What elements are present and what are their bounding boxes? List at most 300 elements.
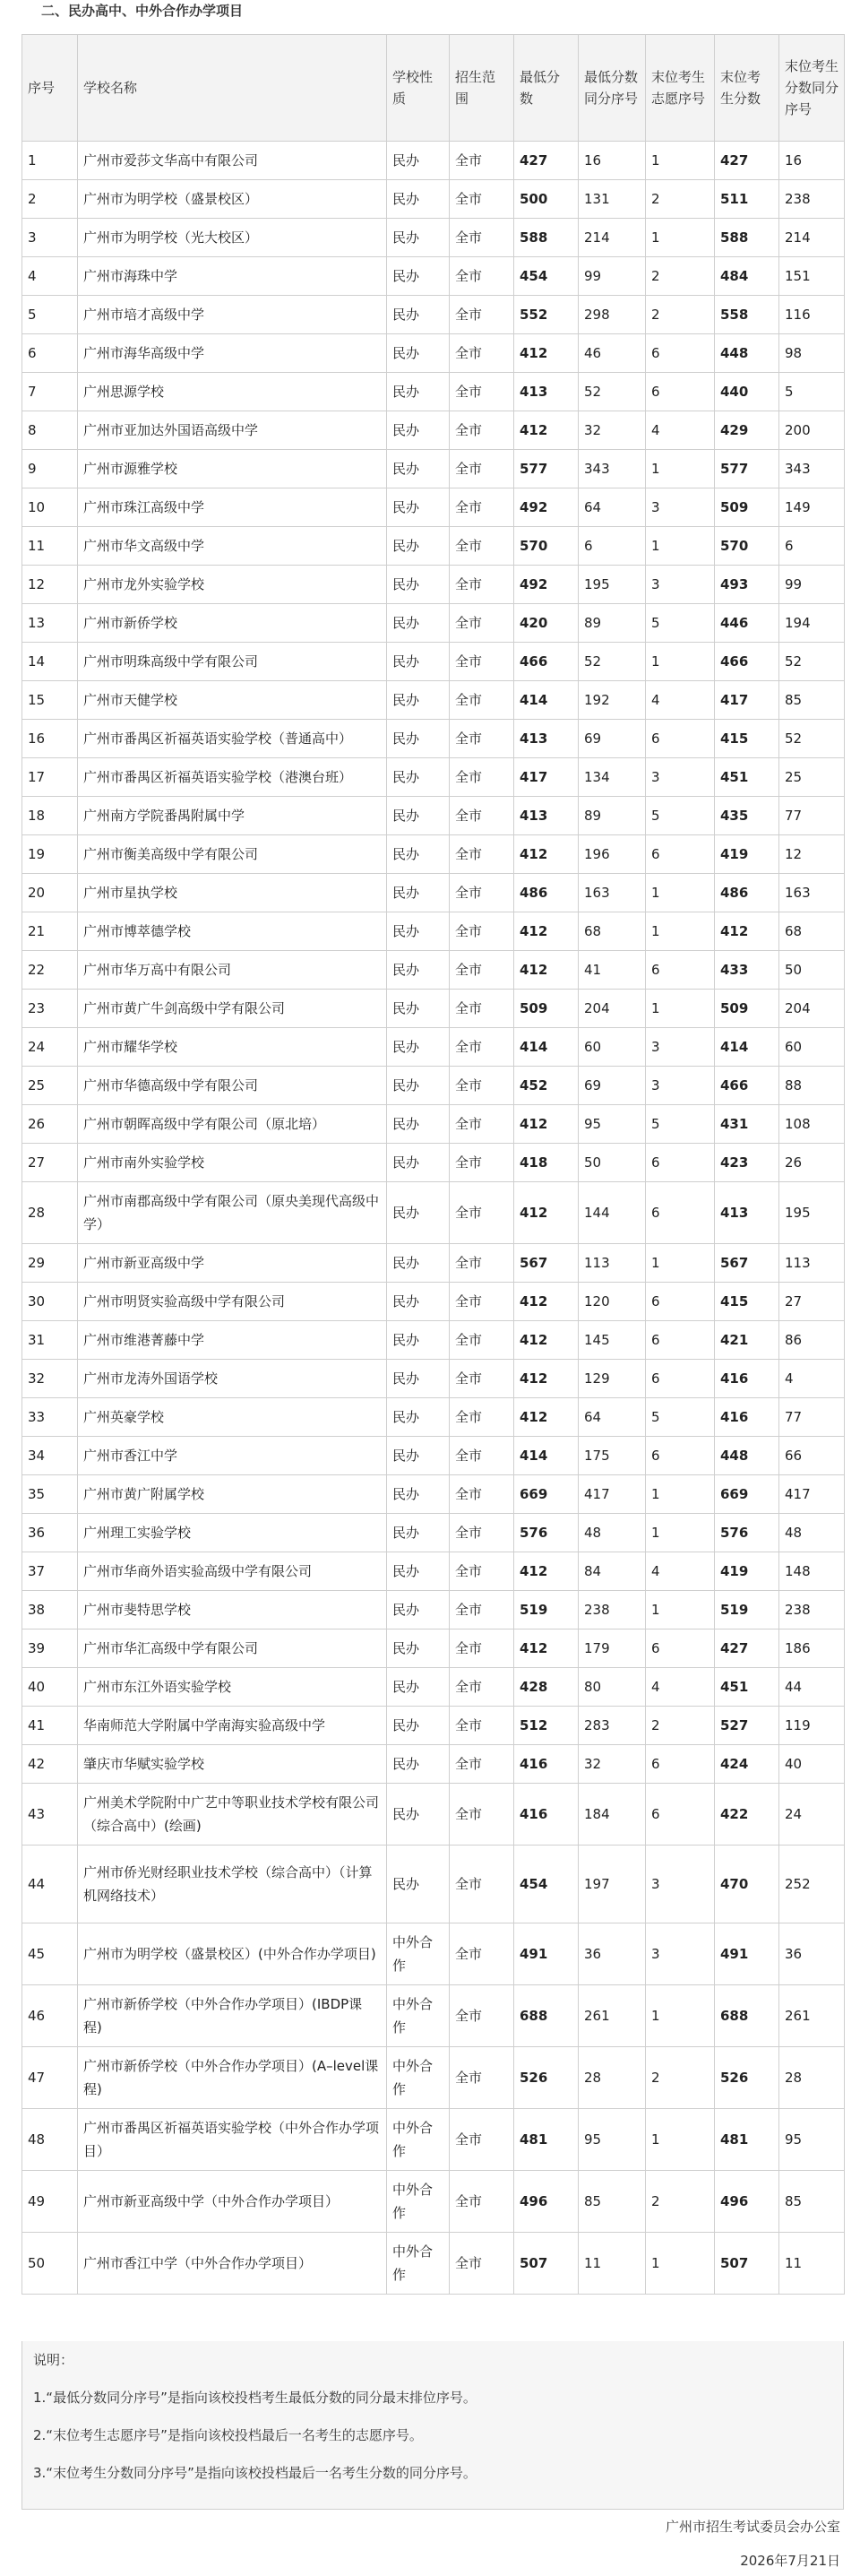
last-score-rank-cell: 52 [779, 720, 845, 758]
last-choice-order-cell: 3 [646, 1846, 715, 1923]
table-row [22, 951, 845, 990]
last-score-cell: 526 [715, 2047, 779, 2109]
last-score-cell: 527 [715, 1707, 779, 1745]
header-cell: 最低分数同分序号 [579, 35, 646, 142]
table-row [22, 1707, 845, 1745]
school-type-cell: 民办 [387, 951, 450, 990]
school-type-cell: 民办 [387, 1144, 450, 1182]
min-score-cell: 427 [514, 142, 579, 180]
min-score-rank-cell: 11 [579, 2233, 646, 2295]
enrollment-scope-cell: 全市 [450, 874, 514, 912]
notes-box [22, 2341, 844, 2510]
last-choice-order-cell: 4 [646, 411, 715, 450]
last-choice-order-cell: 1 [646, 643, 715, 681]
row-number-cell: 37 [22, 1552, 78, 1591]
school-name-cell: 广州市星执学校 [78, 874, 387, 912]
min-score-rank-cell: 85 [579, 2171, 646, 2233]
school-name-cell: 广州市华文高级中学 [78, 527, 387, 566]
min-score-cell: 412 [514, 334, 579, 373]
enrollment-scope-cell: 全市 [450, 1144, 514, 1182]
last-score-rank-cell: 26 [779, 1144, 845, 1182]
last-score-rank-cell: 238 [779, 1591, 845, 1629]
last-score-cell: 429 [715, 411, 779, 450]
row-number-cell: 23 [22, 990, 78, 1028]
min-score-cell: 500 [514, 180, 579, 219]
min-score-cell: 412 [514, 1105, 579, 1144]
school-type-cell: 中外合作 [387, 1923, 450, 1985]
table-row [22, 1244, 845, 1283]
table-row [22, 604, 845, 643]
row-number-cell: 36 [22, 1514, 78, 1552]
table-row [22, 1846, 845, 1923]
school-name-cell: 广州市衡美高级中学有限公司 [78, 835, 387, 874]
min-score-rank-cell: 52 [579, 373, 646, 411]
last-score-cell: 422 [715, 1784, 779, 1846]
last-choice-order-cell: 1 [646, 1244, 715, 1283]
last-score-rank-cell: 44 [779, 1668, 845, 1707]
row-number-cell: 5 [22, 296, 78, 334]
row-number-cell: 35 [22, 1475, 78, 1514]
school-type-cell: 中外合作 [387, 1985, 450, 2047]
enrollment-scope-cell: 全市 [450, 1745, 514, 1784]
min-score-cell: 526 [514, 2047, 579, 2109]
last-choice-order-cell: 1 [646, 990, 715, 1028]
last-score-rank-cell: 151 [779, 257, 845, 296]
enrollment-scope-cell: 全市 [450, 2047, 514, 2109]
table-row [22, 1283, 845, 1321]
row-number-cell: 21 [22, 912, 78, 951]
enrollment-scope-cell: 全市 [450, 835, 514, 874]
row-number-cell: 42 [22, 1745, 78, 1784]
min-score-rank-cell: 28 [579, 2047, 646, 2109]
enrollment-scope-cell: 全市 [450, 411, 514, 450]
min-score-rank-cell: 46 [579, 334, 646, 373]
enrollment-scope-cell: 全市 [450, 1105, 514, 1144]
row-number-cell: 26 [22, 1105, 78, 1144]
table-row [22, 411, 845, 450]
row-number-cell: 24 [22, 1028, 78, 1067]
row-number-cell: 14 [22, 643, 78, 681]
enrollment-scope-cell: 全市 [450, 1475, 514, 1514]
last-choice-order-cell: 3 [646, 1923, 715, 1985]
last-choice-order-cell: 6 [646, 720, 715, 758]
last-score-cell: 511 [715, 180, 779, 219]
header-cell: 末位考生分数 [715, 35, 779, 142]
min-score-rank-cell: 283 [579, 1707, 646, 1745]
school-type-cell: 民办 [387, 681, 450, 720]
last-score-cell: 496 [715, 2171, 779, 2233]
last-score-cell: 415 [715, 1283, 779, 1321]
school-type-cell: 民办 [387, 296, 450, 334]
last-score-cell: 451 [715, 758, 779, 797]
enrollment-scope-cell: 全市 [450, 1028, 514, 1067]
min-score-cell: 416 [514, 1784, 579, 1846]
min-score-rank-cell: 192 [579, 681, 646, 720]
min-score-rank-cell: 298 [579, 296, 646, 334]
last-choice-order-cell: 6 [646, 1437, 715, 1475]
last-score-rank-cell: 36 [779, 1923, 845, 1985]
last-score-cell: 448 [715, 1437, 779, 1475]
table-row [22, 1923, 845, 1985]
last-choice-order-cell: 1 [646, 1985, 715, 2047]
admission-results-table [22, 34, 845, 2295]
last-score-cell: 435 [715, 797, 779, 835]
last-score-rank-cell: 27 [779, 1283, 845, 1321]
school-type-cell: 民办 [387, 1437, 450, 1475]
school-type-cell: 民办 [387, 990, 450, 1028]
last-score-cell: 509 [715, 488, 779, 527]
enrollment-scope-cell: 全市 [450, 720, 514, 758]
last-choice-order-cell: 3 [646, 566, 715, 604]
last-score-cell: 416 [715, 1398, 779, 1437]
row-number-cell: 20 [22, 874, 78, 912]
row-number-cell: 41 [22, 1707, 78, 1745]
min-score-rank-cell: 60 [579, 1028, 646, 1067]
enrollment-scope-cell: 全市 [450, 990, 514, 1028]
min-score-rank-cell: 95 [579, 1105, 646, 1144]
last-score-rank-cell: 200 [779, 411, 845, 450]
school-type-cell: 民办 [387, 1028, 450, 1067]
school-name-cell: 广州市番禺区祈福英语实验学校（普通高中） [78, 720, 387, 758]
last-score-rank-cell: 50 [779, 951, 845, 990]
row-number-cell: 15 [22, 681, 78, 720]
last-score-cell: 424 [715, 1745, 779, 1784]
header-cell: 学校性质 [387, 35, 450, 142]
school-name-cell: 广州市海华高级中学 [78, 334, 387, 373]
school-name-cell: 广州美术学院附中广艺中等职业技术学校有限公司（综合高中）(绘画) [78, 1784, 387, 1846]
last-score-cell: 493 [715, 566, 779, 604]
last-choice-order-cell: 1 [646, 874, 715, 912]
last-choice-order-cell: 5 [646, 1398, 715, 1437]
table-row [22, 142, 845, 180]
table-row [22, 1182, 845, 1244]
school-name-cell: 广州市华万高中有限公司 [78, 951, 387, 990]
min-score-rank-cell: 69 [579, 720, 646, 758]
min-score-cell: 588 [514, 219, 579, 257]
school-name-cell: 华南师范大学附属中学南海实验高级中学 [78, 1707, 387, 1745]
school-type-cell: 民办 [387, 1629, 450, 1668]
min-score-rank-cell: 41 [579, 951, 646, 990]
school-type-cell: 民办 [387, 180, 450, 219]
last-score-rank-cell: 5 [779, 373, 845, 411]
table-row [22, 681, 845, 720]
min-score-cell: 412 [514, 1552, 579, 1591]
school-type-cell: 中外合作 [387, 2047, 450, 2109]
min-score-cell: 414 [514, 1437, 579, 1475]
last-score-cell: 421 [715, 1321, 779, 1360]
row-number-cell: 12 [22, 566, 78, 604]
last-score-cell: 431 [715, 1105, 779, 1144]
school-type-cell: 民办 [387, 1321, 450, 1360]
last-choice-order-cell: 2 [646, 296, 715, 334]
min-score-cell: 491 [514, 1923, 579, 1985]
school-name-cell: 广州市为明学校（盛景校区）(中外合作办学项目) [78, 1923, 387, 1985]
enrollment-scope-cell: 全市 [450, 1283, 514, 1321]
min-score-rank-cell: 95 [579, 2109, 646, 2171]
row-number-cell: 48 [22, 2109, 78, 2171]
school-type-cell: 民办 [387, 758, 450, 797]
table-row [22, 912, 845, 951]
school-name-cell: 广州市天健学校 [78, 681, 387, 720]
last-score-cell: 419 [715, 1552, 779, 1591]
last-score-rank-cell: 95 [779, 2109, 845, 2171]
enrollment-scope-cell: 全市 [450, 1707, 514, 1745]
min-score-rank-cell: 197 [579, 1846, 646, 1923]
last-score-rank-cell: 48 [779, 1514, 845, 1552]
min-score-cell: 492 [514, 488, 579, 527]
min-score-cell: 412 [514, 1398, 579, 1437]
last-choice-order-cell: 6 [646, 1321, 715, 1360]
last-score-cell: 484 [715, 257, 779, 296]
enrollment-scope-cell: 全市 [450, 1437, 514, 1475]
min-score-cell: 412 [514, 951, 579, 990]
enrollment-scope-cell: 全市 [450, 604, 514, 643]
last-score-rank-cell: 116 [779, 296, 845, 334]
school-type-cell: 民办 [387, 566, 450, 604]
table-row [22, 373, 845, 411]
min-score-rank-cell: 80 [579, 1668, 646, 1707]
school-type-cell: 民办 [387, 1707, 450, 1745]
last-score-rank-cell: 163 [779, 874, 845, 912]
header-cell: 末位考生志愿序号 [646, 35, 715, 142]
enrollment-scope-cell: 全市 [450, 681, 514, 720]
last-score-cell: 470 [715, 1846, 779, 1923]
table-row [22, 1985, 845, 2047]
enrollment-scope-cell: 全市 [450, 1182, 514, 1244]
school-type-cell: 民办 [387, 720, 450, 758]
enrollment-scope-cell: 全市 [450, 527, 514, 566]
min-score-rank-cell: 134 [579, 758, 646, 797]
last-choice-order-cell: 3 [646, 1067, 715, 1105]
min-score-rank-cell: 52 [579, 643, 646, 681]
last-score-cell: 577 [715, 450, 779, 488]
table-row [22, 2047, 845, 2109]
last-score-rank-cell: 12 [779, 835, 845, 874]
min-score-cell: 412 [514, 835, 579, 874]
last-score-rank-cell: 113 [779, 1244, 845, 1283]
last-score-cell: 558 [715, 296, 779, 334]
last-choice-order-cell: 2 [646, 1707, 715, 1745]
enrollment-scope-cell: 全市 [450, 758, 514, 797]
last-score-rank-cell: 108 [779, 1105, 845, 1144]
min-score-cell: 417 [514, 758, 579, 797]
min-score-cell: 416 [514, 1745, 579, 1784]
enrollment-scope-cell: 全市 [450, 142, 514, 180]
last-score-rank-cell: 6 [779, 527, 845, 566]
school-name-cell: 广州市黄广附属学校 [78, 1475, 387, 1514]
last-score-cell: 481 [715, 2109, 779, 2171]
school-type-cell: 民办 [387, 1514, 450, 1552]
last-score-cell: 466 [715, 1067, 779, 1105]
last-choice-order-cell: 1 [646, 142, 715, 180]
school-name-cell: 广州市斐特思学校 [78, 1591, 387, 1629]
last-score-rank-cell: 99 [779, 566, 845, 604]
table-row [22, 797, 845, 835]
enrollment-scope-cell: 全市 [450, 1514, 514, 1552]
last-choice-order-cell: 5 [646, 604, 715, 643]
min-score-cell: 466 [514, 643, 579, 681]
enrollment-scope-cell: 全市 [450, 219, 514, 257]
row-number-cell: 4 [22, 257, 78, 296]
min-score-cell: 486 [514, 874, 579, 912]
school-name-cell: 广州市南外实验学校 [78, 1144, 387, 1182]
school-type-cell: 民办 [387, 1067, 450, 1105]
table-row [22, 1437, 845, 1475]
school-type-cell: 民办 [387, 1244, 450, 1283]
min-score-cell: 577 [514, 450, 579, 488]
last-score-rank-cell: 261 [779, 1985, 845, 2047]
school-type-cell: 民办 [387, 1360, 450, 1398]
enrollment-scope-cell: 全市 [450, 1784, 514, 1846]
table-row [22, 257, 845, 296]
school-type-cell: 民办 [387, 1668, 450, 1707]
last-choice-order-cell: 5 [646, 1105, 715, 1144]
school-type-cell: 民办 [387, 1475, 450, 1514]
school-name-cell: 广州市南郡高级中学有限公司（原央美现代高级中学） [78, 1182, 387, 1244]
last-score-rank-cell: 88 [779, 1067, 845, 1105]
school-type-cell: 民办 [387, 142, 450, 180]
last-score-rank-cell: 77 [779, 1398, 845, 1437]
enrollment-scope-cell: 全市 [450, 1398, 514, 1437]
notes-title: 说明： [33, 2352, 74, 2368]
min-score-rank-cell: 131 [579, 180, 646, 219]
school-type-cell: 民办 [387, 643, 450, 681]
school-name-cell: 广州市为明学校（盛景校区） [78, 180, 387, 219]
min-score-cell: 567 [514, 1244, 579, 1283]
enrollment-scope-cell: 全市 [450, 1629, 514, 1668]
last-choice-order-cell: 1 [646, 2109, 715, 2171]
table-row [22, 1360, 845, 1398]
enrollment-scope-cell: 全市 [450, 296, 514, 334]
school-type-cell: 民办 [387, 1846, 450, 1923]
min-score-cell: 413 [514, 373, 579, 411]
last-score-cell: 415 [715, 720, 779, 758]
table-row [22, 488, 845, 527]
row-number-cell: 11 [22, 527, 78, 566]
school-type-cell: 民办 [387, 912, 450, 951]
school-type-cell: 民办 [387, 373, 450, 411]
table-row [22, 1745, 845, 1784]
row-number-cell: 39 [22, 1629, 78, 1668]
header-cell: 末位考生分数同分序号 [779, 35, 845, 142]
school-name-cell: 广州英豪学校 [78, 1398, 387, 1437]
note-item: 1.“最低分数同分序号”是指向该校投档考生最低分数的同分最末排位序号。 [33, 2390, 477, 2406]
school-name-cell: 广州市培才高级中学 [78, 296, 387, 334]
table-header-row [22, 35, 845, 142]
school-name-cell: 广州市维港菁藤中学 [78, 1321, 387, 1360]
last-choice-order-cell: 1 [646, 1591, 715, 1629]
min-score-rank-cell: 145 [579, 1321, 646, 1360]
last-score-rank-cell: 149 [779, 488, 845, 527]
school-type-cell: 民办 [387, 1182, 450, 1244]
table-row [22, 990, 845, 1028]
min-score-rank-cell: 261 [579, 1985, 646, 2047]
last-score-rank-cell: 238 [779, 180, 845, 219]
min-score-rank-cell: 6 [579, 527, 646, 566]
school-name-cell: 广州市源雅学校 [78, 450, 387, 488]
min-score-rank-cell: 129 [579, 1360, 646, 1398]
table-row [22, 1105, 845, 1144]
enrollment-scope-cell: 全市 [450, 334, 514, 373]
row-number-cell: 16 [22, 720, 78, 758]
school-type-cell: 民办 [387, 488, 450, 527]
min-score-rank-cell: 64 [579, 488, 646, 527]
school-name-cell: 广州市海珠中学 [78, 257, 387, 296]
enrollment-scope-cell: 全市 [450, 1067, 514, 1105]
school-type-cell: 民办 [387, 1784, 450, 1846]
last-choice-order-cell: 6 [646, 1629, 715, 1668]
table-row [22, 219, 845, 257]
header-cell: 最低分数 [514, 35, 579, 142]
school-name-cell: 广州市香江中学 [78, 1437, 387, 1475]
enrollment-scope-cell: 全市 [450, 951, 514, 990]
school-type-cell: 民办 [387, 604, 450, 643]
last-score-rank-cell: 40 [779, 1745, 845, 1784]
section-title: 二、民办高中、中外合作办学项目 [41, 3, 244, 19]
min-score-rank-cell: 238 [579, 1591, 646, 1629]
school-type-cell: 民办 [387, 334, 450, 373]
header-cell: 学校名称 [78, 35, 387, 142]
min-score-rank-cell: 417 [579, 1475, 646, 1514]
min-score-cell: 481 [514, 2109, 579, 2171]
enrollment-scope-cell: 全市 [450, 2109, 514, 2171]
last-score-rank-cell: 186 [779, 1629, 845, 1668]
last-choice-order-cell: 2 [646, 257, 715, 296]
last-score-rank-cell: 119 [779, 1707, 845, 1745]
table-row [22, 835, 845, 874]
last-choice-order-cell: 1 [646, 1514, 715, 1552]
header-cell: 序号 [22, 35, 78, 142]
enrollment-scope-cell: 全市 [450, 2233, 514, 2295]
min-score-rank-cell: 175 [579, 1437, 646, 1475]
min-score-cell: 413 [514, 720, 579, 758]
school-name-cell: 肇庆市华赋实验学校 [78, 1745, 387, 1784]
school-name-cell: 广州市龙外实验学校 [78, 566, 387, 604]
row-number-cell: 10 [22, 488, 78, 527]
enrollment-scope-cell: 全市 [450, 1846, 514, 1923]
last-score-rank-cell: 68 [779, 912, 845, 951]
table-row [22, 1552, 845, 1591]
min-score-cell: 414 [514, 681, 579, 720]
row-number-cell: 7 [22, 373, 78, 411]
min-score-cell: 420 [514, 604, 579, 643]
footer-organization: 广州市招生考试委员会办公室 [665, 2519, 840, 2535]
row-number-cell: 47 [22, 2047, 78, 2109]
school-type-cell: 民办 [387, 1105, 450, 1144]
min-score-cell: 412 [514, 1182, 579, 1244]
last-score-cell: 588 [715, 219, 779, 257]
row-number-cell: 32 [22, 1360, 78, 1398]
last-choice-order-cell: 1 [646, 527, 715, 566]
table-row [22, 1475, 845, 1514]
table-row [22, 180, 845, 219]
school-name-cell: 广州思源学校 [78, 373, 387, 411]
school-name-cell: 广州市黄广牛剑高级中学有限公司 [78, 990, 387, 1028]
last-choice-order-cell: 3 [646, 488, 715, 527]
last-choice-order-cell: 6 [646, 951, 715, 990]
last-score-rank-cell: 24 [779, 1784, 845, 1846]
last-choice-order-cell: 6 [646, 373, 715, 411]
header-cell: 招生范围 [450, 35, 514, 142]
table-row [22, 720, 845, 758]
last-score-rank-cell: 16 [779, 142, 845, 180]
last-score-cell: 567 [715, 1244, 779, 1283]
min-score-rank-cell: 204 [579, 990, 646, 1028]
row-number-cell: 1 [22, 142, 78, 180]
min-score-cell: 412 [514, 411, 579, 450]
last-score-cell: 433 [715, 951, 779, 990]
min-score-rank-cell: 32 [579, 1745, 646, 1784]
